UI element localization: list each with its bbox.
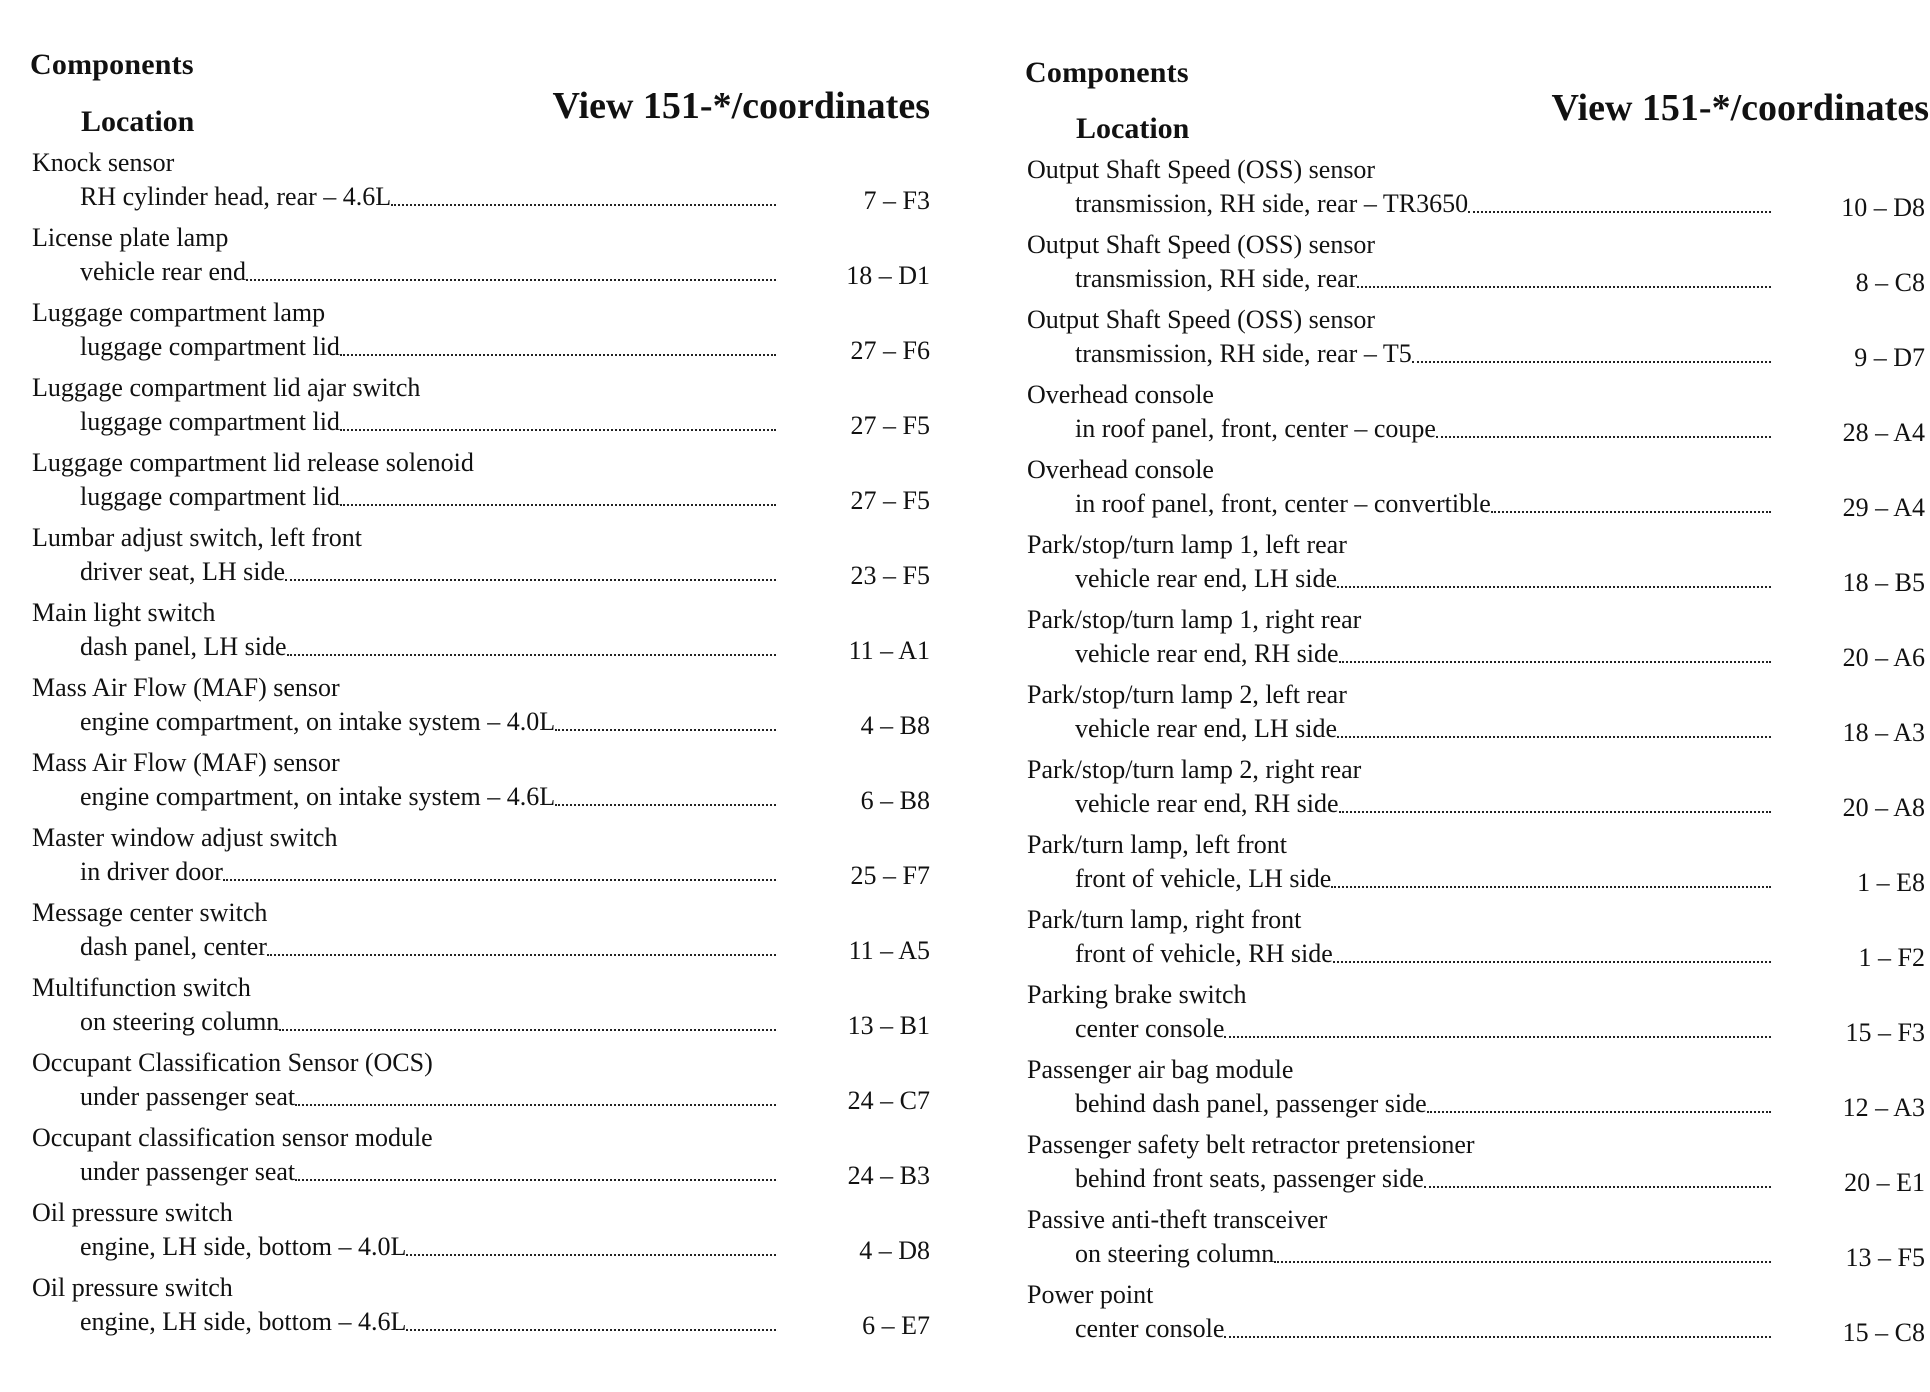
- dot-leader: [1224, 1336, 1771, 1338]
- list-item: [30, 598, 930, 673]
- component-location: front of vehicle, LH side: [1075, 864, 1332, 893]
- dot-leader: [287, 654, 776, 656]
- component-name: Park/turn lamp, right front: [1027, 905, 1302, 934]
- component-name: Park/stop/turn lamp 2, left rear: [1027, 680, 1347, 709]
- location-row: [80, 857, 930, 890]
- list-item: [30, 223, 930, 298]
- component-name: Luggage compartment lid ajar switch: [32, 373, 421, 402]
- location-row: [80, 707, 930, 740]
- dot-leader: [340, 429, 776, 431]
- component-name: Output Shaft Speed (OSS) sensor: [1027, 305, 1376, 334]
- list-item: [1025, 1130, 1925, 1205]
- list-item: [30, 673, 930, 748]
- list-item: [1025, 380, 1925, 455]
- dot-leader: [1339, 661, 1771, 663]
- view-coordinate: 1 – E8: [1857, 868, 1925, 897]
- dot-leader: [223, 879, 776, 881]
- location-row: [1075, 264, 1925, 297]
- list-item: [30, 823, 930, 898]
- location-row: [80, 557, 930, 590]
- component-name: Passive anti-theft transceiver: [1027, 1205, 1328, 1234]
- location-row: [1075, 1239, 1925, 1272]
- dot-leader: [1357, 286, 1771, 288]
- list-item: [1025, 905, 1925, 980]
- list-item: [30, 523, 930, 598]
- dot-leader: [340, 504, 776, 506]
- component-location: vehicle rear end: [80, 257, 247, 286]
- component-name: Main light switch: [32, 598, 216, 627]
- component-location: engine, LH side, bottom – 4.0L: [80, 1232, 407, 1261]
- location-row: [80, 407, 930, 440]
- view-coordinate: 10 – D8: [1841, 193, 1925, 222]
- view-coordinate: 20 – A8: [1842, 793, 1925, 822]
- component-location: center console: [1075, 1014, 1225, 1043]
- location-row: [80, 632, 930, 665]
- dot-leader: [555, 804, 776, 806]
- view-coordinate: 6 – E7: [862, 1311, 930, 1340]
- dot-leader: [267, 954, 776, 956]
- component-name: Output Shaft Speed (OSS) sensor: [1027, 155, 1376, 184]
- view-coordinate: 28 – A4: [1842, 418, 1925, 447]
- location-row: [1075, 1089, 1925, 1122]
- component-location: RH cylinder head, rear – 4.6L: [80, 182, 392, 211]
- location-row: [1075, 189, 1925, 222]
- dot-leader: [1412, 361, 1771, 363]
- location-row: [1075, 339, 1925, 372]
- component-location: on steering column: [80, 1007, 280, 1036]
- list-item: [1025, 605, 1925, 680]
- view-coordinate: 1 – F2: [1858, 943, 1925, 972]
- view-coordinate: 8 – C8: [1855, 268, 1925, 297]
- view-coordinates-header: View 151-*/coordinates: [552, 85, 930, 127]
- dot-leader: [1339, 811, 1771, 813]
- view-coordinate: 4 – B8: [860, 711, 930, 740]
- list-item: [30, 748, 930, 823]
- dot-leader: [406, 1329, 776, 1331]
- location-row: [80, 1157, 930, 1190]
- component-location: in roof panel, front, center – convertible: [1075, 489, 1491, 518]
- view-coordinate: 11 – A5: [848, 936, 930, 965]
- list-item: [30, 1198, 930, 1273]
- location-row: [80, 482, 930, 515]
- view-coordinate: 18 – D1: [846, 261, 930, 290]
- right-column: [1025, 0, 1929, 1392]
- component-location: luggage compartment lid: [80, 482, 340, 511]
- location-row: [80, 257, 930, 290]
- view-coordinate: 18 – B5: [1842, 568, 1925, 597]
- view-coordinates-header: View 151-*/coordinates: [1551, 87, 1929, 129]
- location-row: [80, 782, 930, 815]
- component-location: driver seat, LH side: [80, 557, 286, 586]
- dot-leader: [246, 279, 776, 281]
- location-row: [80, 182, 930, 215]
- view-coordinate: 4 – D8: [859, 1236, 930, 1265]
- list-item: [1025, 455, 1925, 530]
- component-location: in driver door: [80, 857, 223, 886]
- location-row: [80, 332, 930, 365]
- component-name: Park/turn lamp, left front: [1027, 830, 1287, 859]
- component-name: Mass Air Flow (MAF) sensor: [32, 748, 340, 777]
- dot-leader: [1491, 511, 1771, 513]
- view-coordinate: 7 – F3: [863, 186, 930, 215]
- component-name: Power point: [1027, 1280, 1154, 1309]
- component-list: [30, 148, 930, 1348]
- component-name: Multifunction switch: [32, 973, 251, 1002]
- location-row: [80, 1232, 930, 1265]
- location-row: [1075, 414, 1925, 447]
- location-row: [1075, 564, 1925, 597]
- component-location: transmission, RH side, rear – T5: [1075, 339, 1412, 368]
- component-name: Passenger air bag module: [1027, 1055, 1294, 1084]
- components-header: Components: [30, 48, 194, 81]
- dot-leader: [1424, 1186, 1771, 1188]
- component-location: engine compartment, on intake system – 4.6L: [80, 782, 556, 811]
- list-item: [1025, 1280, 1925, 1355]
- component-name: Message center switch: [32, 898, 268, 927]
- list-item: [1025, 830, 1925, 905]
- component-location: center console: [1075, 1314, 1225, 1343]
- view-coordinate: 18 – A3: [1842, 718, 1925, 747]
- dot-leader: [285, 579, 776, 581]
- view-coordinate: 15 – F3: [1845, 1018, 1925, 1047]
- list-item: [30, 898, 930, 973]
- component-name: Park/stop/turn lamp 1, right rear: [1027, 605, 1362, 634]
- view-coordinate: 12 – A3: [1842, 1093, 1925, 1122]
- component-location: on steering column: [1075, 1239, 1275, 1268]
- component-location: engine, LH side, bottom – 4.6L: [80, 1307, 407, 1336]
- location-row: [1075, 489, 1925, 522]
- component-location: vehicle rear end, RH side: [1075, 639, 1339, 668]
- component-name: Luggage compartment lamp: [32, 298, 326, 327]
- dot-leader: [1337, 736, 1771, 738]
- location-row: [1075, 714, 1925, 747]
- component-location: engine compartment, on intake system – 4.0L: [80, 707, 556, 736]
- dot-leader: [1468, 211, 1771, 213]
- component-location: dash panel, LH side: [80, 632, 287, 661]
- view-coordinate: 13 – B1: [847, 1011, 930, 1040]
- component-name: Master window adjust switch: [32, 823, 338, 852]
- list-item: [30, 1123, 930, 1198]
- list-item: [1025, 755, 1925, 830]
- location-row: [1075, 864, 1925, 897]
- component-name: Oil pressure switch: [32, 1198, 233, 1227]
- dot-leader: [1274, 1261, 1771, 1263]
- component-location: in roof panel, front, center – coupe: [1075, 414, 1436, 443]
- view-coordinate: 6 – B8: [860, 786, 930, 815]
- component-location: dash panel, center: [80, 932, 267, 961]
- location-row: [1075, 1164, 1925, 1197]
- list-item: [1025, 980, 1925, 1055]
- dot-leader: [555, 729, 776, 731]
- list-item: [30, 298, 930, 373]
- component-location: vehicle rear end, LH side: [1075, 714, 1338, 743]
- dot-leader: [1224, 1036, 1771, 1038]
- component-name: Overhead console: [1027, 380, 1214, 409]
- list-item: [1025, 530, 1925, 605]
- list-item: [1025, 680, 1925, 755]
- view-coordinate: 20 – A6: [1842, 643, 1925, 672]
- component-name: Park/stop/turn lamp 1, left rear: [1027, 530, 1347, 559]
- dot-leader: [1337, 586, 1771, 588]
- dot-leader: [279, 1029, 776, 1031]
- dot-leader: [391, 204, 776, 206]
- component-name: Knock sensor: [32, 148, 175, 177]
- dot-leader: [295, 1104, 776, 1106]
- component-name: Park/stop/turn lamp 2, right rear: [1027, 755, 1362, 784]
- view-coordinate: 29 – A4: [1842, 493, 1925, 522]
- component-name: Lumbar adjust switch, left front: [32, 523, 362, 552]
- location-row: [1075, 789, 1925, 822]
- component-location: transmission, RH side, rear: [1075, 264, 1358, 293]
- component-name: Mass Air Flow (MAF) sensor: [32, 673, 340, 702]
- component-name: Luggage compartment lid release solenoid: [32, 448, 474, 477]
- location-row: [80, 1082, 930, 1115]
- location-row: [80, 932, 930, 965]
- component-name: Occupant classification sensor module: [32, 1123, 433, 1152]
- component-location: vehicle rear end, RH side: [1075, 789, 1339, 818]
- component-name: Oil pressure switch: [32, 1273, 233, 1302]
- components-header: Components: [1025, 56, 1189, 89]
- dot-leader: [1331, 886, 1771, 888]
- view-coordinate: 13 – F5: [1845, 1243, 1925, 1272]
- location-row: [1075, 1014, 1925, 1047]
- location-header: Location: [1076, 112, 1190, 145]
- dot-leader: [406, 1254, 776, 1256]
- component-name: Parking brake switch: [1027, 980, 1247, 1009]
- list-item: [30, 148, 930, 223]
- view-coordinate: 23 – F5: [850, 561, 930, 590]
- component-name: License plate lamp: [32, 223, 229, 252]
- component-location: luggage compartment lid: [80, 407, 340, 436]
- component-name: Occupant Classification Sensor (OCS): [32, 1048, 433, 1077]
- component-location: under passenger seat: [80, 1082, 296, 1111]
- list-item: [30, 448, 930, 523]
- component-location: luggage compartment lid: [80, 332, 340, 361]
- list-item: [30, 373, 930, 448]
- location-row: [1075, 639, 1925, 672]
- dot-leader: [295, 1179, 776, 1181]
- view-coordinate: 20 – E1: [1844, 1168, 1925, 1197]
- component-location: behind dash panel, passenger side: [1075, 1089, 1427, 1118]
- component-name: Output Shaft Speed (OSS) sensor: [1027, 230, 1376, 259]
- list-item: [30, 1048, 930, 1123]
- component-location: transmission, RH side, rear – TR3650: [1075, 189, 1469, 218]
- component-name: Passenger safety belt retractor pretensioner: [1027, 1130, 1475, 1159]
- location-row: [1075, 939, 1925, 972]
- list-item: [1025, 305, 1925, 380]
- view-coordinate: 24 – C7: [847, 1086, 930, 1115]
- view-coordinate: 27 – F6: [850, 336, 930, 365]
- list-item: [1025, 230, 1925, 305]
- component-location: behind front seats, passenger side: [1075, 1164, 1424, 1193]
- left-column: [30, 0, 930, 1392]
- dot-leader: [340, 354, 776, 356]
- list-item: [1025, 155, 1925, 230]
- dot-leader: [1333, 961, 1771, 963]
- component-location: vehicle rear end, LH side: [1075, 564, 1338, 593]
- view-coordinate: 11 – A1: [848, 636, 930, 665]
- list-item: [30, 973, 930, 1048]
- view-coordinate: 25 – F7: [850, 861, 930, 890]
- view-coordinate: 9 – D7: [1854, 343, 1925, 372]
- dot-leader: [1436, 436, 1771, 438]
- location-row: [80, 1007, 930, 1040]
- location-header: Location: [81, 105, 195, 138]
- location-row: [80, 1307, 930, 1340]
- list-item: [30, 1273, 930, 1348]
- view-coordinate: 27 – F5: [850, 411, 930, 440]
- list-item: [1025, 1055, 1925, 1130]
- dot-leader: [1427, 1111, 1771, 1113]
- component-location: under passenger seat: [80, 1157, 296, 1186]
- component-name: Overhead console: [1027, 455, 1214, 484]
- view-coordinate: 24 – B3: [847, 1161, 930, 1190]
- list-item: [1025, 1205, 1925, 1280]
- component-list: [1025, 155, 1925, 1355]
- view-coordinate: 27 – F5: [850, 486, 930, 515]
- component-location: front of vehicle, RH side: [1075, 939, 1333, 968]
- location-row: [1075, 1314, 1925, 1347]
- view-coordinate: 15 – C8: [1842, 1318, 1925, 1347]
